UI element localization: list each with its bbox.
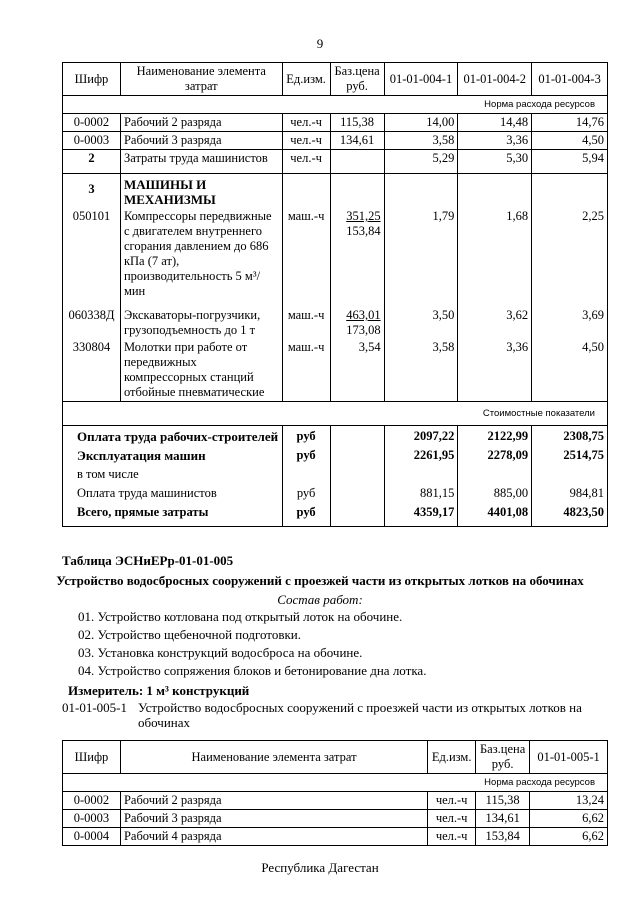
header-price: Баз.цена руб. [330,63,384,96]
cost-name: Всего, прямые затраты [63,502,283,527]
table-row [63,150,608,174]
row-v1: 5,29 [384,150,458,174]
cost-unit: руб [282,426,330,446]
cost-unit: руб [282,502,330,527]
cost-v2: 2122,99 [458,426,532,446]
row-code: 330804 [63,339,121,402]
row-price: 115,38 [330,114,384,132]
header-code: Шифр [63,741,121,774]
cost-v1: 881,15 [384,483,458,502]
table2-title: Таблица ЭСНиЕРр-01-01-005 [62,553,234,568]
cost-v1: 2097,22 [384,426,458,446]
row-price [330,300,384,339]
cost-v2: 885,00 [458,483,532,502]
table-row [63,792,608,810]
row-code: 0-0003 [63,132,121,150]
cost-v3: 2514,75 [532,445,608,464]
row-code: 0-0002 [63,114,121,132]
price-main: 463,01 [346,308,381,322]
cost-v2: 4401,08 [458,502,532,527]
section-name: МАШИНЫ И МЕХАНИЗМЫ [120,174,282,209]
row-price: 3,54 [330,339,384,402]
cost-row [63,426,608,446]
row-v1: 3,50 [384,300,458,339]
table-row [63,114,608,132]
row-v2: 5,30 [458,150,532,174]
row-v2: 1,68 [458,208,532,300]
cost-row [63,483,608,502]
row-unit: чел.-ч [282,114,330,132]
measure-label: Измеритель: 1 м³ конструкций [68,683,250,698]
row-unit: чел.-ч [428,810,476,828]
cost-v3: 4823,50 [532,502,608,527]
table-row [63,208,608,300]
row-code: 060338Д [63,300,121,339]
header-unit: Ед.изм. [428,741,476,774]
header-code: Шифр [63,63,121,96]
cost-v1: 4359,17 [384,502,458,527]
header-col1: 01-01-004-1 [384,63,458,96]
row-v3: 4,50 [532,132,608,150]
rate-code: 01-01-005-1 [62,700,127,715]
row-code: 2 [63,150,121,174]
work-item: 01. Устройство котлована под открытый лоток на обочине. [78,609,403,624]
row-price [330,208,384,300]
cost-unit: руб [282,483,330,502]
row-name: Рабочий 2 разряда [120,114,282,132]
norm-label: Норма расхода ресурсов [63,96,608,114]
table-header-row [63,63,608,96]
work-item: 03. Установка конструкций водосброса на обочине. [78,645,363,660]
cost-v2: 2278,09 [458,445,532,464]
row-code: 0-0003 [63,810,121,828]
section-code: 3 [63,174,121,209]
cost-label: Стоимостные показатели [63,402,608,426]
row-unit: чел.-ч [282,150,330,174]
row-name: Молотки при работе от передвижных компрессорных станций отбойные пневматические [120,339,282,402]
row-price [330,150,384,174]
row-v3: 4,50 [532,339,608,402]
cost-name: Оплата труда рабочих-строителей [63,426,283,446]
work-item: 02. Устройство щебеночной подготовки. [78,627,301,642]
header-price: Баз.цена руб. [476,741,530,774]
header-col1: 01-01-005-1 [530,741,608,774]
row-v3: 5,94 [532,150,608,174]
table-row [63,339,608,402]
table-row [63,132,608,150]
table-row [63,300,608,339]
row-unit: чел.-ч [428,792,476,810]
row-name: Затраты труда машинистов [120,150,282,174]
cost-row [63,464,608,483]
sostav-label: Состав работ: [277,592,363,607]
row-v3: 3,69 [532,300,608,339]
cost-v3: 984,81 [532,483,608,502]
row-name: Рабочий 3 разряда [120,132,282,150]
cost-v3: 2308,75 [532,426,608,446]
row-code: 0-0004 [63,828,121,846]
row-v2: 14,48 [458,114,532,132]
row-v1: 6,62 [530,828,608,846]
page-footer: Республика Дагестан [261,860,379,875]
row-name: Рабочий 2 разряда [120,792,427,810]
row-name [120,208,282,300]
row-unit: чел.-ч [428,828,476,846]
row-unit: маш.-ч [282,339,330,402]
row-name: Экскаваторы-погрузчики, грузоподъемность до 1 т [120,300,282,339]
row-v1: 14,00 [384,114,458,132]
row-name: Рабочий 4 разряда [120,828,427,846]
row-v3: 2,25 [532,208,608,300]
section-row [63,174,608,209]
header-name: Наименование элемента затрат [120,741,427,774]
header-unit: Ед.изм. [282,63,330,96]
cost-name: в том числе [63,464,283,483]
cost-unit: руб [282,445,330,464]
cost-row [63,445,608,464]
table-header-row [63,741,608,774]
row-price: 153,84 [476,828,530,846]
row-v2: 3,62 [458,300,532,339]
row-unit: маш.-ч [282,300,330,339]
row-v1: 3,58 [384,132,458,150]
cost-row [63,502,608,527]
table-row [63,810,608,828]
row-v2: 3,36 [458,339,532,402]
row-v2: 3,36 [458,132,532,150]
row-v3: 14,76 [532,114,608,132]
table-row [63,828,608,846]
page-number: 9 [316,36,324,51]
price-sub: 153,84 [346,224,381,238]
cost-name: Оплата труда машинистов [63,483,283,502]
price-sub: 173,08 [346,323,381,337]
cost-name: Эксплуатация машин [63,445,283,464]
row-v1: 3,58 [384,339,458,402]
header-col3: 01-01-004-3 [532,63,608,96]
work-item: 04. Устройство сопряжения блоков и бетонирование дна лотка. [78,663,427,678]
row-unit: чел.-ч [282,132,330,150]
table2-subtitle: Устройство водосбросных сооружений с проезжей части из открытых лотков на обочинах [56,573,584,588]
row-price: 134,61 [476,810,530,828]
header-col2: 01-01-004-2 [458,63,532,96]
row-price: 115,38 [476,792,530,810]
row-name: Рабочий 3 разряда [120,810,427,828]
row-price: 134,61 [330,132,384,150]
resource-table-004 [62,62,608,527]
row-v1: 1,79 [384,208,458,300]
row-v1: 6,62 [530,810,608,828]
row-unit: маш.-ч [282,208,330,300]
row-v1: 13,24 [530,792,608,810]
machine-name: Компрессоры передвижные с двигателем внутреннего сгорания давлением до 686 кПа (7 ат), производительность 5 м³/мин [123,209,272,298]
norm-label: Норма расхода ресурсов [63,774,608,792]
price-main: 351,25 [346,209,381,223]
row-code: 0-0002 [63,792,121,810]
cost-v1: 2261,95 [384,445,458,464]
resource-table-005 [62,740,608,846]
rate-description: Устройство водосбросных сооружений с проезжей части из открытых лотков на обочинах [138,700,582,730]
row-code: 050101 [63,208,121,300]
header-name: Наименование элемента затрат [120,63,282,96]
